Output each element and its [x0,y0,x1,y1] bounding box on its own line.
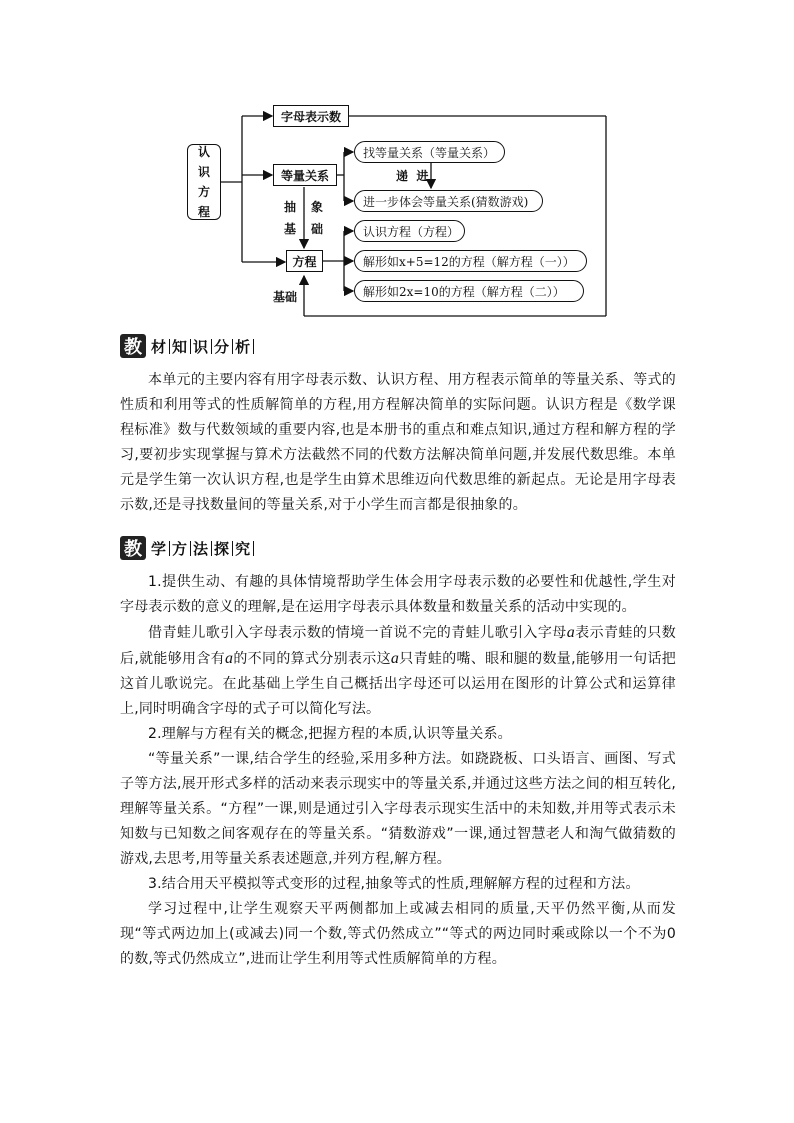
structure-diagram [0,0,794,330]
find-equal-relation-box: 找等量关系（等量关系） [354,141,505,163]
text-run: 表示青蛙的只数后,就能够用含有 [120,625,676,667]
label-char: 基 [283,222,296,236]
section-title [151,538,256,559]
paragraph: 1.提供生动、有趣的具体情境帮助学生体会用字母表示数的必要性和优越性,学生对字母表示数的意义的理解,是在运用字母表示具体数量和数量关系的活动中实现的。 [120,574,676,615]
label-char: 象 [310,200,323,214]
root-char: 认 [197,145,210,159]
title-char: 法 [193,539,210,558]
abstract-label-left [283,196,297,240]
title-char: 方 [172,539,189,558]
teaching-method-body [120,570,676,972]
solve-equation-two-box: 解形如2x=10的方程（解方程（二）） [354,280,584,302]
title-char: 探 [214,539,231,558]
equation-box: 方程 [286,250,323,272]
root-char: 识 [197,165,210,179]
know-equation-box: 认识方程（方程） [354,220,465,242]
base-label: 基础 [273,290,298,304]
variable-a: a [566,624,575,641]
section-title [151,336,256,357]
section-badge: 教 [120,536,146,560]
text-run: 借青蛙儿歌引入字母表示数的情境一首说不完的青蛙儿歌引入字母 [148,625,567,641]
section-heading-textbook-analysis [120,333,256,359]
paragraph: 3.结合用天平模拟等式变形的过程,抽象等式的性质,理解解方程的过程和方法。 [148,876,640,892]
paragraph: 学习过程中,让学生观察天平两侧都加上或减去相同的质量,天平仍然平衡,从而发现“等式两边加上(或减去)同一个数,等式仍然成立”“等式的两边同时乘或除以一个不为0的数,等式仍然成立”,进而让学生利用等式性质解简单的方程。 [120,901,676,967]
variable-a: a [390,650,400,667]
section-badge: 教 [120,334,146,358]
title-char: 材 [151,337,168,356]
label-char: 础 [310,222,323,236]
progress-label: 递 进 [396,169,429,183]
further-equal-relation-box: 进一步体会等量关系(猜数游戏) [354,190,543,212]
variable-a: a [225,650,234,667]
text-run: 的不同的算式分别表示这 [233,651,391,667]
solve-equation-one-box: 解形如x+5=12的方程（解方程（一）） [354,250,587,272]
title-char: 识 [193,337,210,356]
root-char: 方 [197,185,210,199]
paragraph [120,620,676,722]
title-char: 知 [172,337,189,356]
paragraph: “等量关系”一课,结合学生的经验,采用多种方法。如跷跷板、口头语言、画图、写式子等方法,展开形式多样的活动来表示现实中的等量关系,并通过这些方法之间的相互转化,理解等量关系。“方程”一课,则是通过引入字母表示现实生活中的未知数,并用等式表示未知数与已知数之间客观存在的等量关系。“猜数游戏”一课,通过智慧老人和淘气做猜数的游戏,去思考,用等量关系表述题意,并列方程,解方程。 [120,751,676,867]
title-char: 学 [151,539,168,558]
title-char: 究 [235,539,252,558]
text-run: 只青蛙的嘴、眼和腿的数量,能够用一句话把这首儿歌说完。在此基础上学生自己概括出字母还可以运用在图形的计算公式和运算律上,同时明确含字母的式子可以简化写法。 [120,651,676,717]
root-box-recognize-equation [187,144,221,220]
paragraph: 本单元的主要内容有用字母表示数、认识方程、用方程表示简单的等量关系、等式的性质和利用等式的性质解简单的方程,用方程解决简单的实际问题。认识方程是《数学课程标准》数与代数领域的重要内容,也是本册书的重点和难点知识,通过方程和解方程的学习,要初步实现掌握与算术方法截然不同的代数方法解决简单问题,并发展代数思维。本单元是学生第一次认识方程,也是学生由算术思维迈向代数思维的新起点。无论是用字母表示数,还是寻找数量间的等量关系,对于小学生而言都是很抽象的。 [120,372,676,513]
abstract-label-right [310,196,324,240]
label-char: 抽 [283,200,296,214]
title-char: 析 [235,337,252,356]
equal-relation-box: 等量关系 [273,164,337,186]
title-char: 分 [214,337,231,356]
textbook-analysis-body [120,368,676,518]
section-heading-teaching-method [120,535,256,561]
letters-represent-numbers-box: 字母表示数 [273,105,349,127]
paragraph: 2.理解与方程有关的概念,把握方程的本质,认识等量关系。 [148,726,512,742]
root-char: 程 [197,205,210,219]
